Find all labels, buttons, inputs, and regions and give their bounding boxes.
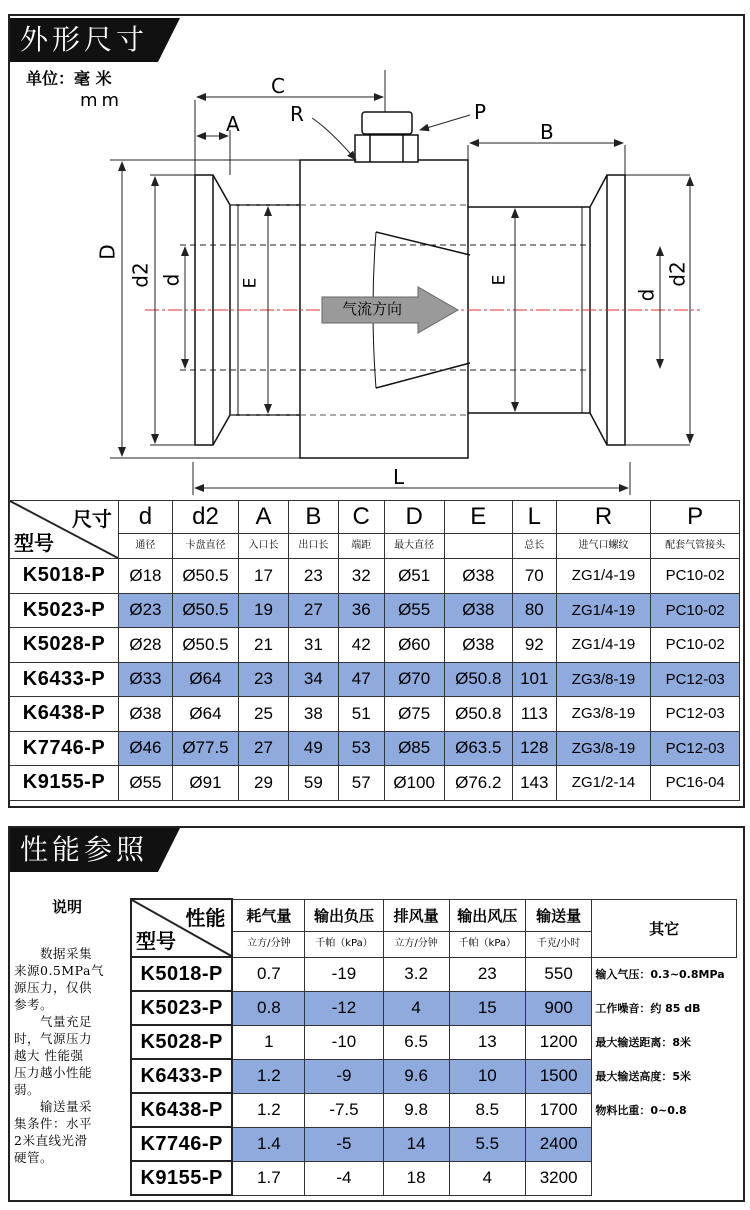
value-cell: 143 xyxy=(512,766,556,801)
value-cell: 25 xyxy=(239,697,289,732)
col-header-desc: 配套气管接头 xyxy=(651,534,740,559)
table-row xyxy=(10,766,740,801)
value-cell: 4 xyxy=(383,991,449,1025)
value-cell: -4 xyxy=(305,1161,383,1195)
value-cell: Ø50.5 xyxy=(172,628,238,663)
value-cell: Ø77.5 xyxy=(172,731,238,766)
note-line: 时，气源压力 xyxy=(14,1031,93,1046)
dim-label-c: C xyxy=(271,74,285,98)
model-cell: K5023-P xyxy=(131,991,232,1025)
value-cell: -19 xyxy=(305,957,383,991)
value-cell: 3200 xyxy=(525,1161,591,1195)
value-cell: Ø50.8 xyxy=(444,662,512,697)
col-header-desc xyxy=(444,534,512,559)
note-text xyxy=(14,945,126,1166)
col-header-sym: E xyxy=(444,501,512,534)
note-line: 来源0.5MPa气 xyxy=(14,963,104,978)
value-cell: 1.2 xyxy=(232,1059,305,1093)
table2-corner-bottom: 型号 xyxy=(136,929,176,953)
other-spec-cell: 输入气压：0.3~0.8MPa xyxy=(595,968,725,982)
value-cell: 92 xyxy=(512,628,556,663)
value-cell: 4 xyxy=(449,1161,525,1195)
note-line: 2米直线光滑 xyxy=(14,1133,88,1148)
value-cell: 900 xyxy=(525,991,591,1025)
flow-direction-label: 气流方向 xyxy=(342,300,403,318)
other-header: 其它 xyxy=(592,899,737,957)
value-cell: Ø55 xyxy=(118,766,172,801)
value-cell: PC12-03 xyxy=(651,662,740,697)
value-cell: 70 xyxy=(512,559,556,594)
value-cell: 29 xyxy=(239,766,289,801)
value-cell: 0.7 xyxy=(232,957,305,991)
note-title: 说明 xyxy=(52,898,83,916)
value-cell: 36 xyxy=(338,593,384,628)
perf-col-unit: 千克/小时 xyxy=(525,931,591,957)
dim-label-b: B xyxy=(540,120,554,144)
value-cell: 10 xyxy=(449,1059,525,1093)
col-header-sym: d xyxy=(118,501,172,534)
value-cell: ZG3/8-19 xyxy=(556,697,651,732)
model-cell: K5018-P xyxy=(131,957,232,991)
value-cell: Ø91 xyxy=(172,766,238,801)
value-cell: 8.5 xyxy=(449,1093,525,1127)
value-cell: 32 xyxy=(338,559,384,594)
value-cell: 1200 xyxy=(525,1025,591,1059)
value-cell: 13 xyxy=(449,1025,525,1059)
col-header-desc: 入口长 xyxy=(239,534,289,559)
value-cell: Ø63.5 xyxy=(444,731,512,766)
dimensions-table xyxy=(9,500,740,801)
perf-col-unit: 立方/分钟 xyxy=(232,931,305,957)
note-line: 数据采集 xyxy=(40,946,93,961)
col-header-sym: D xyxy=(384,501,444,534)
col-header-desc: 卡盘直径 xyxy=(172,534,238,559)
value-cell: 80 xyxy=(512,593,556,628)
value-cell: Ø85 xyxy=(384,731,444,766)
table2-corner xyxy=(131,899,232,957)
value-cell: 19 xyxy=(239,593,289,628)
table-row xyxy=(131,1025,737,1059)
table1-corner xyxy=(10,501,119,559)
col-header-sym: L xyxy=(512,501,556,534)
table-row xyxy=(131,1059,737,1093)
col-header-sym: P xyxy=(651,501,740,534)
table-row xyxy=(10,731,740,766)
value-cell: 1.2 xyxy=(232,1093,305,1127)
value-cell: 113 xyxy=(512,697,556,732)
value-cell: PC10-02 xyxy=(651,559,740,594)
model-cell: K5023-P xyxy=(10,593,119,628)
model-cell: K6438-P xyxy=(10,697,119,732)
dim-label-e-left: E xyxy=(240,277,261,289)
table-row xyxy=(131,991,737,1025)
dim-label-l: L xyxy=(393,465,405,489)
model-cell: K7746-P xyxy=(131,1127,232,1161)
other-spec-cell: 最大输送距离：8米 xyxy=(595,1036,691,1049)
perf-col-header: 输送量 xyxy=(525,899,591,931)
table-row xyxy=(131,1127,737,1161)
value-cell: 23 xyxy=(239,662,289,697)
value-cell: 31 xyxy=(288,628,338,663)
value-cell: 18 xyxy=(383,1161,449,1195)
value-cell: Ø50.8 xyxy=(444,697,512,732)
value-cell: 42 xyxy=(338,628,384,663)
note-line: 压力越小性能 xyxy=(14,1065,93,1080)
col-header-sym: d2 xyxy=(172,501,238,534)
col-header-sym: C xyxy=(338,501,384,534)
value-cell: PC10-02 xyxy=(651,628,740,663)
perf-col-unit: 立方/分钟 xyxy=(383,931,449,957)
value-cell: 5.5 xyxy=(449,1127,525,1161)
value-cell: Ø50.5 xyxy=(172,559,238,594)
model-cell: K9155-P xyxy=(131,1161,232,1195)
value-cell: -9 xyxy=(305,1059,383,1093)
value-cell: Ø38 xyxy=(444,593,512,628)
dim-label-d2-left: d2 xyxy=(128,262,153,288)
value-cell: 1.7 xyxy=(232,1161,305,1195)
value-cell: 47 xyxy=(338,662,384,697)
col-header-sym: B xyxy=(288,501,338,534)
value-cell: 9.6 xyxy=(383,1059,449,1093)
dim-label-d-right: d xyxy=(634,288,659,302)
value-cell: Ø64 xyxy=(172,662,238,697)
dim-label-p: P xyxy=(474,100,487,124)
other-spec-cell xyxy=(592,1161,737,1195)
value-cell: 6.5 xyxy=(383,1025,449,1059)
value-cell: PC16-04 xyxy=(651,766,740,801)
value-cell: Ø70 xyxy=(384,662,444,697)
value-cell: PC12-03 xyxy=(651,697,740,732)
dimensions-title: 外形尺寸 xyxy=(10,18,158,62)
table-row xyxy=(10,628,740,663)
table-row xyxy=(131,957,737,991)
model-cell: K7746-P xyxy=(10,731,119,766)
value-cell: 1700 xyxy=(525,1093,591,1127)
value-cell: 53 xyxy=(338,731,384,766)
unit-label: 单位：毫 米 xyxy=(26,69,112,88)
value-cell: Ø38 xyxy=(444,559,512,594)
col-header-desc: 端距 xyxy=(338,534,384,559)
table-row xyxy=(10,697,740,732)
note-line: 输送量采 xyxy=(40,1099,93,1114)
dim-label-r: R xyxy=(290,102,304,126)
value-cell: 49 xyxy=(288,731,338,766)
table1-corner-bottom: 型号 xyxy=(14,531,54,555)
other-spec-cell: 工作噪音：约 85 dB xyxy=(595,1002,701,1015)
other-spec-cell xyxy=(592,1127,737,1161)
value-cell: ZG3/8-19 xyxy=(556,731,651,766)
value-cell: 1500 xyxy=(525,1059,591,1093)
value-cell: 23 xyxy=(449,957,525,991)
value-cell: 1 xyxy=(232,1025,305,1059)
note-line: 参考。 xyxy=(14,997,54,1012)
value-cell: Ø75 xyxy=(384,697,444,732)
note-line: 硬管。 xyxy=(14,1150,54,1165)
dim-label-e-right: E xyxy=(489,274,510,286)
perf-col-unit: 千帕（kPa） xyxy=(449,931,525,957)
value-cell: 0.8 xyxy=(232,991,305,1025)
value-cell: -12 xyxy=(305,991,383,1025)
table-row xyxy=(131,1161,737,1195)
value-cell: Ø55 xyxy=(384,593,444,628)
note-line: 集条件：水平 xyxy=(14,1116,93,1131)
table-row xyxy=(10,662,740,697)
note-line: 越大 性能强 xyxy=(14,1048,84,1063)
value-cell: ZG1/4-19 xyxy=(556,593,651,628)
value-cell: 21 xyxy=(239,628,289,663)
table-row xyxy=(131,1093,737,1127)
value-cell: -5 xyxy=(305,1127,383,1161)
value-cell: Ø51 xyxy=(384,559,444,594)
model-cell: K5028-P xyxy=(131,1025,232,1059)
performance-title: 性能参照 xyxy=(10,828,158,872)
note-line: 源压力，仅供 xyxy=(14,980,93,995)
value-cell: 550 xyxy=(525,957,591,991)
value-cell: 23 xyxy=(288,559,338,594)
value-cell: 27 xyxy=(288,593,338,628)
perf-col-header: 输出负压 xyxy=(305,899,383,931)
value-cell: ZG1/4-19 xyxy=(556,628,651,663)
value-cell: 27 xyxy=(239,731,289,766)
value-cell: 51 xyxy=(338,697,384,732)
dim-label-a: A xyxy=(226,112,240,136)
value-cell: 59 xyxy=(288,766,338,801)
table2-corner-top: 性能 xyxy=(185,906,226,930)
unit-en-label: mm xyxy=(80,90,124,111)
performance-table xyxy=(130,898,737,1196)
value-cell: PC12-03 xyxy=(651,731,740,766)
value-cell: 9.8 xyxy=(383,1093,449,1127)
value-cell: Ø50.5 xyxy=(172,593,238,628)
value-cell: 128 xyxy=(512,731,556,766)
model-cell: K5028-P xyxy=(10,628,119,663)
col-header-desc: 通径 xyxy=(118,534,172,559)
note-line: 弱。 xyxy=(14,1082,41,1097)
value-cell: Ø23 xyxy=(118,593,172,628)
value-cell: 57 xyxy=(338,766,384,801)
perf-col-header: 排风量 xyxy=(383,899,449,931)
model-cell: K6433-P xyxy=(10,662,119,697)
value-cell: Ø46 xyxy=(118,731,172,766)
value-cell: Ø100 xyxy=(384,766,444,801)
value-cell: Ø28 xyxy=(118,628,172,663)
value-cell: Ø76.2 xyxy=(444,766,512,801)
other-spec-cell: 物料比重：0~0.8 xyxy=(595,1104,687,1117)
value-cell: ZG1/4-19 xyxy=(556,559,651,594)
col-header-sym: A xyxy=(239,501,289,534)
model-cell: K5018-P xyxy=(10,559,119,594)
value-cell: Ø33 xyxy=(118,662,172,697)
dim-label-d-left: d xyxy=(159,273,184,287)
table-row xyxy=(10,593,740,628)
col-header-desc: 最大直径 xyxy=(384,534,444,559)
value-cell: 38 xyxy=(288,697,338,732)
value-cell: ZG3/8-19 xyxy=(556,662,651,697)
other-spec-cell: 最大输送高度：5米 xyxy=(595,1070,691,1083)
value-cell: 2400 xyxy=(525,1127,591,1161)
model-cell: K6433-P xyxy=(131,1059,232,1093)
perf-col-unit: 千帕（kPa） xyxy=(305,931,383,957)
value-cell: 15 xyxy=(449,991,525,1025)
model-cell: K9155-P xyxy=(10,766,119,801)
value-cell: Ø38 xyxy=(118,697,172,732)
value-cell: Ø60 xyxy=(384,628,444,663)
table1-corner-top: 尺寸 xyxy=(71,507,112,531)
col-header-desc: 进气口螺纹 xyxy=(556,534,651,559)
value-cell: Ø18 xyxy=(118,559,172,594)
value-cell: 3.2 xyxy=(383,957,449,991)
value-cell: 1.4 xyxy=(232,1127,305,1161)
value-cell: 101 xyxy=(512,662,556,697)
value-cell: 17 xyxy=(239,559,289,594)
col-header-desc: 出口长 xyxy=(288,534,338,559)
perf-col-header: 输出风压 xyxy=(449,899,525,931)
col-header-desc: 总长 xyxy=(512,534,556,559)
value-cell: -10 xyxy=(305,1025,383,1059)
dim-label-d-outer: D xyxy=(95,244,120,260)
value-cell: 34 xyxy=(288,662,338,697)
note-line: 气量充足 xyxy=(40,1014,93,1029)
model-cell: K6438-P xyxy=(131,1093,232,1127)
value-cell: ZG1/2-14 xyxy=(556,766,651,801)
value-cell: PC10-02 xyxy=(651,593,740,628)
col-header-sym: R xyxy=(556,501,651,534)
table-row xyxy=(10,559,740,594)
value-cell: Ø64 xyxy=(172,697,238,732)
dim-label-d2-right: d2 xyxy=(665,261,690,287)
perf-col-header: 耗气量 xyxy=(232,899,305,931)
value-cell: -7.5 xyxy=(305,1093,383,1127)
value-cell: 14 xyxy=(383,1127,449,1161)
value-cell: Ø38 xyxy=(444,628,512,663)
